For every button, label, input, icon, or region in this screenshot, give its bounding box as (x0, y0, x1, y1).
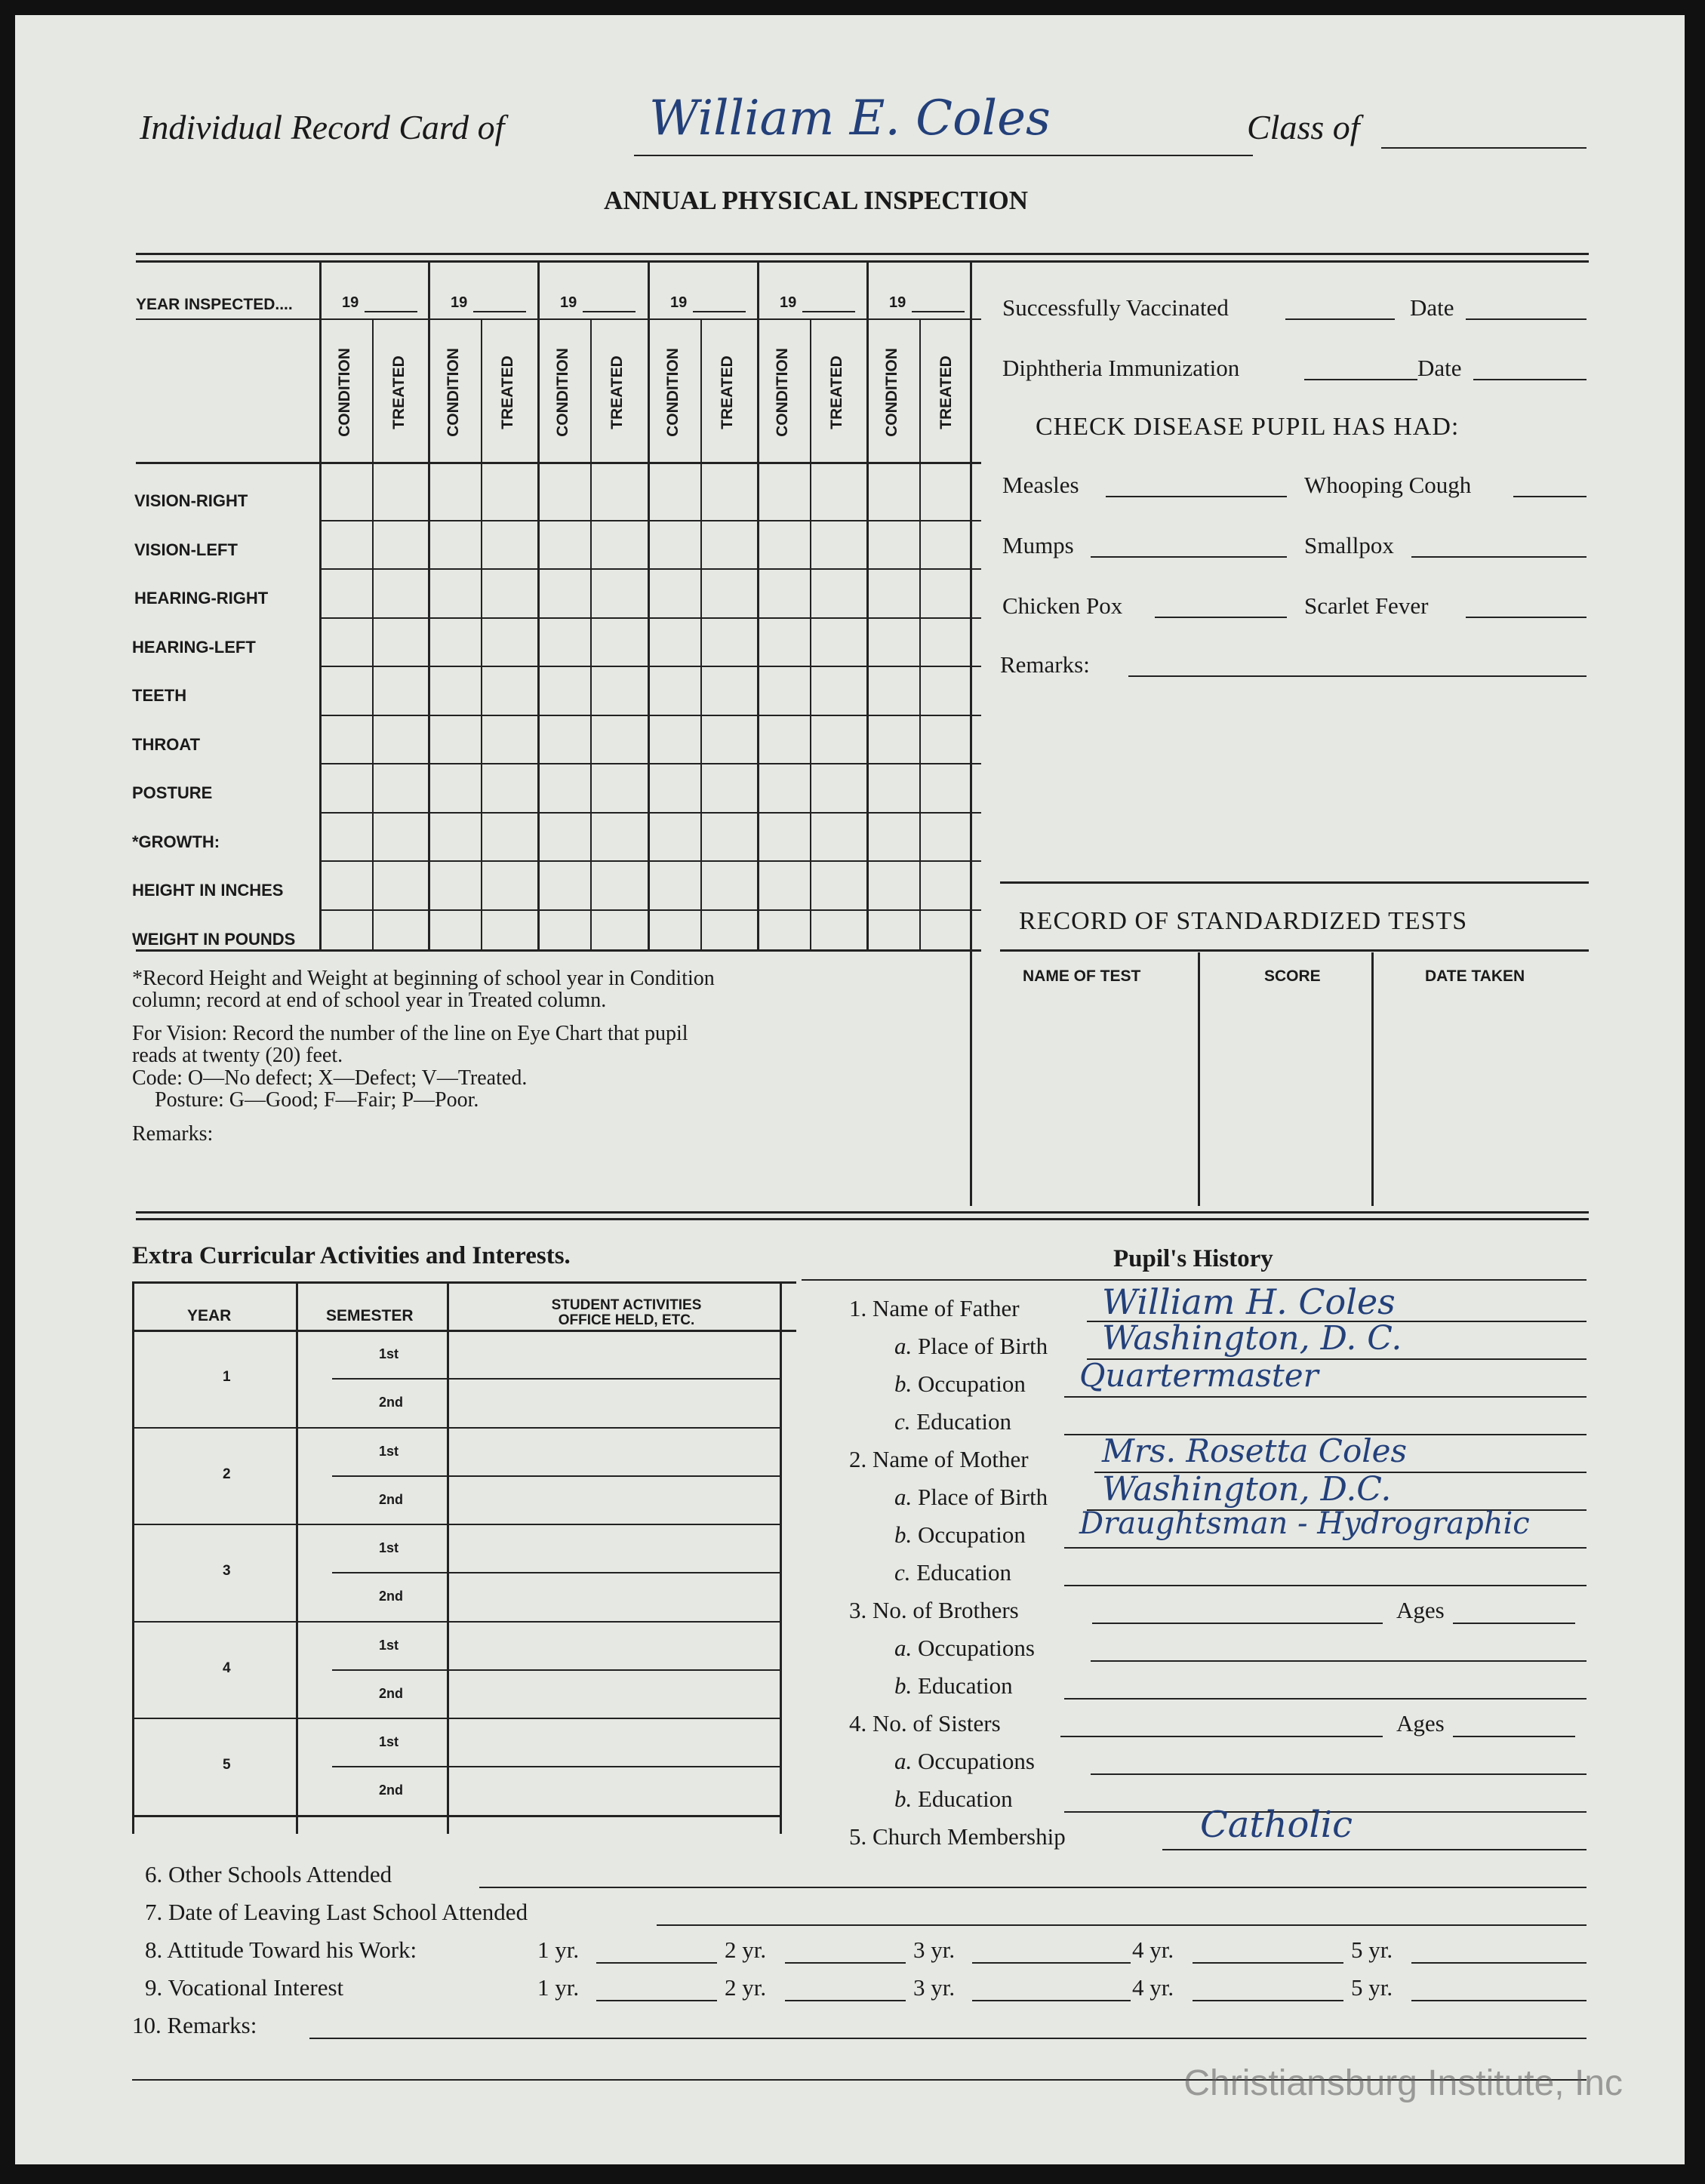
whooping-line (1513, 496, 1587, 497)
item-letter: b. (894, 1370, 913, 1397)
q7-label: 7. Date of Leaving Last School Attended (145, 1899, 528, 1925)
activity-year: 3 (223, 1563, 231, 1579)
year-blank (365, 311, 417, 312)
name-underline (634, 155, 1253, 156)
q8-line (972, 1962, 1131, 1964)
note-line: column; record at end of school year in Treated column. (132, 989, 607, 1013)
father-birthplace: Washington, D. C. (1102, 1319, 1402, 1358)
vaccinated-line (1285, 318, 1395, 320)
inspection-row-label: VISION-RIGHT (134, 491, 248, 510)
student-name: William E. Coles (649, 91, 1051, 146)
item-letter: c. (894, 1559, 911, 1586)
watermark: Christiansburg Institute, Inc (1183, 2063, 1623, 2103)
year-column-line (537, 263, 540, 949)
q9-year2: 2 yr. (725, 1974, 767, 2001)
q8-line (596, 1962, 717, 1964)
activities-header-line (132, 1330, 796, 1332)
sisters-ages-line (1453, 1736, 1575, 1737)
diphtheria-date-line (1473, 379, 1587, 380)
q8-line (1411, 1962, 1587, 1964)
semester-1st: 1st (379, 1734, 399, 1749)
item-letter: b. (894, 1521, 913, 1548)
diphtheria-label: Diphtheria Immunization (1002, 355, 1240, 381)
year-column-line (648, 263, 650, 949)
sisters-label: 4. No. of Sisters (849, 1710, 1001, 1736)
q10-line (309, 2038, 1587, 2039)
semester-line (332, 1378, 780, 1380)
sub-column-line (919, 320, 921, 949)
semester-1st: 1st (379, 1637, 399, 1653)
activities-heading: Extra Curricular Activities and Interests. (132, 1242, 571, 1269)
year-blank (473, 311, 526, 312)
year-column-line (866, 263, 869, 949)
record-card (15, 15, 1685, 2164)
measles-line (1106, 496, 1287, 497)
semester-2nd: 2nd (379, 1589, 404, 1604)
item-letter: c. (894, 1408, 911, 1435)
inspection-row-line (319, 860, 981, 862)
tests-col-name: NAME OF TEST (1023, 967, 1141, 985)
sub-column-line (481, 320, 482, 949)
activities-col-line (296, 1281, 298, 1834)
condition-header: CONDITION (664, 348, 682, 437)
year-prefix: 19 (780, 294, 797, 311)
semester-2nd: 2nd (379, 1491, 404, 1507)
activities-top-line (132, 1281, 796, 1284)
q9-year5: 5 yr. (1351, 1974, 1393, 2001)
father-education-label: Education (916, 1408, 1011, 1435)
inspection-row-label: WEIGHT IN POUNDS (132, 929, 296, 949)
mother-name: Mrs. Rosetta Coles (1102, 1432, 1408, 1469)
inspection-row-label: THROAT (132, 734, 201, 754)
inspection-row-line (319, 715, 981, 716)
smallpox-label: Smallpox (1304, 532, 1394, 558)
year-line (132, 1718, 780, 1719)
q9-label: 9. Vocational Interest (145, 1974, 344, 2001)
church-label: 5. Church Membership (849, 1823, 1066, 1850)
q9-year3: 3 yr. (913, 1974, 956, 2001)
sisters-education-label: Education (918, 1786, 1013, 1812)
condition-header: CONDITION (445, 348, 462, 437)
mother-occupation-label: Occupation (918, 1521, 1026, 1548)
q10-label: 10. Remarks: (132, 2012, 257, 2038)
item-letter: a. (894, 1635, 913, 1661)
treated-header: TREATED (499, 355, 516, 429)
q8-year1: 1 yr. (537, 1936, 580, 1963)
activities-left-line (132, 1281, 134, 1834)
mumps-line (1091, 556, 1287, 558)
q9-line (972, 2000, 1131, 2001)
father-occupation: Quartermaster (1079, 1357, 1319, 1394)
year-blank (693, 311, 746, 312)
diseases-heading: CHECK DISEASE PUPIL HAS HAD: (1036, 413, 1460, 441)
father-name: William H. Coles (1102, 1281, 1396, 1322)
treated-header: TREATED (719, 355, 736, 429)
class-label: Class of (1247, 108, 1360, 146)
activities-col-student: STUDENT ACTIVITIES (551, 1297, 702, 1313)
year-line (132, 1427, 780, 1429)
inspection-row-label: HEIGHT IN INCHES (132, 881, 284, 900)
disease-remarks-label: Remarks: (1000, 651, 1090, 678)
sub-column-line (810, 320, 811, 949)
q6-line (479, 1887, 1587, 1888)
tests-col-date: DATE TAKEN (1425, 967, 1525, 985)
item-letter: a. (894, 1484, 913, 1510)
item-letter: b. (894, 1672, 913, 1699)
q9-line (596, 2000, 717, 2001)
q9-line (785, 2000, 906, 2001)
condition-header: CONDITION (336, 348, 353, 437)
church-membership: Catholic (1200, 1804, 1353, 1846)
year-blank (583, 311, 636, 312)
tests-col-score: SCORE (1264, 967, 1321, 985)
treated-header: TREATED (608, 355, 626, 429)
vaccinated-label: Successfully Vaccinated (1002, 294, 1229, 321)
year-column-line (428, 263, 430, 949)
note-line: Posture: G—Good; F—Fair; P—Poor. (155, 1087, 479, 1112)
mumps-label: Mumps (1002, 532, 1074, 558)
sisters-ages-label: Ages (1396, 1710, 1445, 1736)
year-blank (912, 311, 965, 312)
sisters-occupations-label: Occupations (918, 1748, 1035, 1774)
note-line: For Vision: Record the number of the line on Eye Chart that pupil (132, 1021, 688, 1045)
diphtheria-date-label: Date (1417, 355, 1462, 381)
q9-year4: 4 yr. (1132, 1974, 1174, 2001)
history-top-line (802, 1279, 1587, 1281)
sub-column-line (372, 320, 374, 949)
year-prefix: 19 (670, 294, 688, 311)
tests-heading: RECORD OF STANDARDIZED TESTS (1019, 907, 1468, 935)
q7-line (657, 1924, 1587, 1926)
table-line (136, 318, 981, 320)
year-column-line (319, 263, 322, 949)
semester-line (332, 1669, 780, 1671)
activities-col-line (780, 1281, 782, 1834)
note-line: reads at twenty (20) feet. (132, 1044, 343, 1068)
smallpox-line (1411, 556, 1587, 558)
inspection-row-line (319, 666, 981, 667)
activity-year: 1 (223, 1369, 231, 1385)
vaccinated-date-line (1466, 318, 1587, 320)
father-birth-label: Place of Birth (918, 1333, 1048, 1359)
vaccinated-date-label: Date (1410, 294, 1454, 321)
q6-label: 6. Other Schools Attended (145, 1861, 392, 1887)
year-prefix: 19 (889, 294, 906, 311)
semester-line (332, 1475, 780, 1477)
church-line (1162, 1849, 1587, 1850)
brothers-education-line (1064, 1698, 1587, 1700)
sisters-line (1060, 1736, 1383, 1737)
semester-1st: 1st (379, 1346, 399, 1361)
q9-line (1193, 2000, 1343, 2001)
table-line (136, 462, 981, 464)
treated-header: TREATED (390, 355, 408, 429)
tests-top-line (1000, 881, 1589, 884)
tests-column-line (1198, 952, 1200, 1206)
class-underline (1381, 147, 1587, 149)
inspection-row-label: VISION-LEFT (134, 540, 238, 559)
q8-year3: 3 yr. (913, 1936, 956, 1963)
brothers-ages-line (1453, 1623, 1575, 1624)
inspection-row-line (319, 617, 981, 619)
year-inspected-label: YEAR INSPECTED.... (136, 296, 293, 313)
q8-year2: 2 yr. (725, 1936, 767, 1963)
q9-year1: 1 yr. (537, 1974, 580, 2001)
chicken-pox-label: Chicken Pox (1002, 592, 1123, 619)
brothers-label: 3. No. of Brothers (849, 1597, 1019, 1623)
q8-line (1193, 1962, 1343, 1964)
semester-1st: 1st (379, 1443, 399, 1459)
disease-remarks-line (1128, 675, 1587, 677)
brothers-ages-label: Ages (1396, 1597, 1445, 1623)
scarlet-fever-label: Scarlet Fever (1304, 592, 1429, 619)
mother-occupation-line (1064, 1547, 1587, 1549)
sub-column-line (700, 320, 702, 949)
item-letter: a. (894, 1748, 913, 1774)
year-prefix: 19 (342, 294, 359, 311)
brothers-occupations-line (1091, 1660, 1587, 1662)
inspection-row-line (319, 520, 981, 521)
activities-col-line (447, 1281, 449, 1834)
divider (136, 1211, 1589, 1214)
condition-header: CONDITION (883, 348, 900, 437)
note-line: *Record Height and Weight at beginning of school year in Condition (132, 967, 715, 990)
notes-remarks-label: Remarks: (132, 1122, 214, 1146)
tests-column-line (1371, 952, 1374, 1206)
inspection-row-line (319, 568, 981, 570)
father-occupation-label: Occupation (918, 1370, 1026, 1397)
divider (136, 253, 1589, 255)
year-line (132, 1621, 780, 1623)
father-occupation-line (1064, 1396, 1587, 1398)
card-title: Individual Record Card of (140, 108, 505, 146)
mother-label: 2. Name of Mother (849, 1446, 1029, 1472)
year-prefix: 19 (560, 294, 577, 311)
inspection-row-line (319, 763, 981, 764)
activity-year: 2 (223, 1466, 231, 1482)
table-line (136, 949, 981, 952)
note-line: Code: O—No defect; X—Defect; V—Treated. (132, 1066, 528, 1090)
brothers-education-label: Education (918, 1672, 1013, 1699)
inspection-row-label: POSTURE (132, 783, 213, 802)
mother-occupation: Draughtsman - Hydrographic (1079, 1506, 1530, 1541)
q9-line (1411, 2000, 1587, 2001)
year-line (132, 1524, 780, 1525)
year-column-line (757, 263, 759, 949)
column-divider (970, 260, 972, 1206)
activity-year: 5 (223, 1757, 231, 1773)
condition-header: CONDITION (774, 348, 791, 437)
semester-line (332, 1572, 780, 1573)
tests-header-line (1000, 949, 1589, 952)
diphtheria-line (1304, 379, 1417, 380)
activities-col-semester: SEMESTER (326, 1307, 414, 1324)
inspection-row-label: TEETH (132, 686, 187, 705)
item-letter: b. (894, 1786, 913, 1812)
history-heading: Pupil's History (1113, 1245, 1273, 1272)
brothers-occupations-label: Occupations (918, 1635, 1035, 1661)
activities-col-office: OFFICE HELD, ETC. (558, 1312, 695, 1328)
inspection-row-line (319, 909, 981, 911)
inspection-row-label: HEARING-RIGHT (134, 589, 269, 608)
semester-2nd: 2nd (379, 1783, 404, 1798)
sub-column-line (590, 320, 592, 949)
page-subtitle: ANNUAL PHYSICAL INSPECTION (604, 186, 1029, 215)
mother-birthplace: Washington, D.C. (1102, 1470, 1392, 1509)
treated-header: TREATED (828, 355, 845, 429)
q8-label: 8. Attitude Toward his Work: (145, 1936, 417, 1963)
brothers-line (1092, 1623, 1383, 1624)
activity-year: 4 (223, 1660, 231, 1676)
mother-education-label: Education (916, 1559, 1011, 1586)
inspection-row-label: HEARING-LEFT (132, 637, 256, 657)
measles-label: Measles (1002, 472, 1079, 498)
mother-birth-label: Place of Birth (918, 1484, 1048, 1510)
inspection-row-label: *GROWTH: (132, 832, 220, 851)
semester-2nd: 2nd (379, 1395, 404, 1410)
q8-line (785, 1962, 906, 1964)
semester-line (332, 1766, 780, 1767)
year-prefix: 19 (451, 294, 468, 311)
semester-1st: 1st (379, 1540, 399, 1555)
inspection-row-line (319, 812, 981, 814)
condition-header: CONDITION (554, 348, 571, 437)
q8-year5: 5 yr. (1351, 1936, 1393, 1963)
semester-2nd: 2nd (379, 1685, 404, 1701)
mother-education-line (1064, 1585, 1587, 1586)
scarlet-fever-line (1466, 617, 1587, 618)
year-blank (802, 311, 855, 312)
sisters-occupations-line (1091, 1773, 1587, 1775)
q8-year4: 4 yr. (1132, 1936, 1174, 1963)
item-letter: a. (894, 1333, 913, 1359)
activities-col-year: YEAR (187, 1307, 232, 1324)
divider (136, 1218, 1589, 1220)
treated-header: TREATED (937, 355, 955, 429)
year-line (132, 1815, 780, 1817)
chicken-pox-line (1155, 617, 1287, 618)
divider (136, 260, 1589, 263)
father-label: 1. Name of Father (849, 1295, 1020, 1321)
whooping-label: Whooping Cough (1304, 472, 1472, 498)
